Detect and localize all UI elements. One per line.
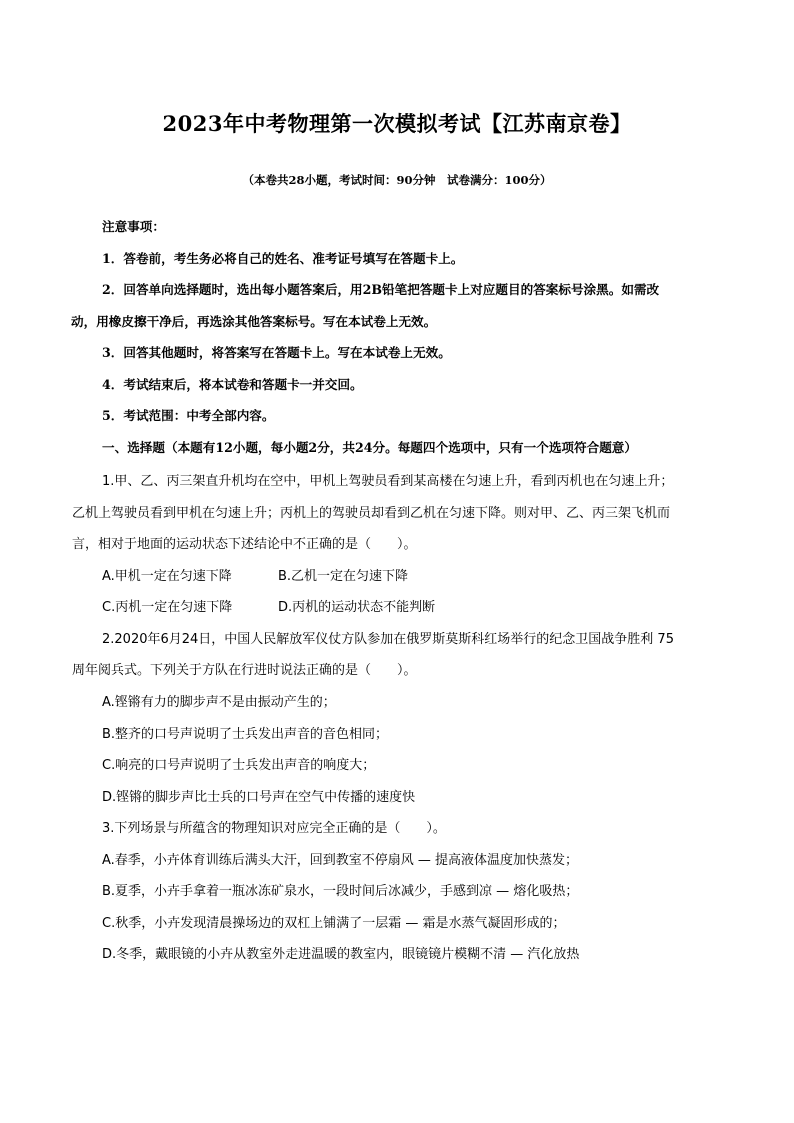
page-title: 2023年中考物理第一次模拟考试【江苏南京卷】 xyxy=(162,111,632,136)
option-a[interactable]: A.铿锵有力的脚步声不是由振动产生的； xyxy=(102,695,336,710)
option-b[interactable]: B.夏季，小卉手拿着一瓶冰冻矿泉水，一段时间后冰减少，手感到凉 — 熔化吸热； xyxy=(102,884,579,899)
notes-heading: 注意事项： xyxy=(102,219,165,234)
question-1-options-row xyxy=(102,599,722,617)
section-heading: 一、选择题（本题有12小题，每小题2分，共24分。每题四个选项中，只有一个选项符合题意） xyxy=(102,440,637,455)
option-a[interactable]: A.春季，小卉体育训练后满头大汗，回到教室不停扇风 — 提高液体温度加快蒸发； xyxy=(102,853,579,868)
option-c[interactable]: C.响亮的口号声说明了士兵发出声音的响度大； xyxy=(102,758,376,773)
exam-info-subtitle: （本卷共28小题，考试时间：90分钟 试卷满分：100分） xyxy=(242,173,552,187)
notes-item: 5．考试范围：中考全部内容。 xyxy=(102,408,275,423)
question-1-options-row xyxy=(102,568,722,586)
option-c[interactable]: C.秋季，小卉发现清晨操场边的双杠上铺满了一层霜 — 霜是水蒸气凝固形成的； xyxy=(102,916,566,931)
option-d[interactable]: D.丙机的运动状态不能判断 xyxy=(278,600,436,615)
question-1-stem: 乙机上驾驶员看到甲机在匀速上升；丙机上的驾驶员却看到乙机在匀速下降。则对甲、乙、丙三架飞机而 xyxy=(72,506,671,521)
question-3-stem: 3.下列场景与所蕴含的物理知识对应完全正确的是（ ）。 xyxy=(102,821,446,836)
notes-item: 2．回答单向选择题时，选出每小题答案后，用2B铅笔把答题卡上对应题目的答案标号涂黑。如需改 xyxy=(102,282,660,297)
option-d[interactable]: D.铿锵的脚步声比士兵的口号声在空气中传播的速度快 xyxy=(102,790,416,805)
notes-item: 动，用橡皮擦干净后，再选涂其他答案标号。写在本试卷上无效。 xyxy=(71,314,437,329)
option-d[interactable]: D.冬季，戴眼镜的小卉从教室外走进温暖的教室内，眼镜镜片模糊不清 — 汽化放热 xyxy=(102,947,580,962)
question-1-stem: 言，相对于地面的运动状态下述结论中不正确的是（ ）。 xyxy=(72,537,417,552)
notes-item: 1．答卷前，考生务必将自己的姓名、准考证号填写在答题卡上。 xyxy=(102,251,464,266)
notes-item: 3．回答其他题时，将答案写在答题卡上。写在本试卷上无效。 xyxy=(102,345,451,360)
question-2-stem: 周年阅兵式。下列关于方队在行进时说法正确的是（ ）。 xyxy=(72,663,417,678)
option-b[interactable]: B.整齐的口号声说明了士兵发出声音的音色相同； xyxy=(102,727,389,742)
option-a[interactable]: A.甲机一定在匀速下降 xyxy=(102,569,232,584)
question-2-stem: 2.2020年6月24日，中国人民解放军仪仗方队参加在俄罗斯莫斯科红场举行的纪念卫国战争胜利 75 xyxy=(102,632,674,647)
question-1-stem: 1.甲、乙、丙三架直升机均在空中，甲机上驾驶员看到某高楼在匀速上升，看到丙机也在匀速上升； xyxy=(102,474,674,489)
notes-item: 4．考试结束后，将本试卷和答题卡一并交回。 xyxy=(102,377,363,392)
option-c[interactable]: C.丙机一定在匀速下降 xyxy=(102,600,233,615)
option-b[interactable]: B.乙机一定在匀速下降 xyxy=(278,569,409,584)
